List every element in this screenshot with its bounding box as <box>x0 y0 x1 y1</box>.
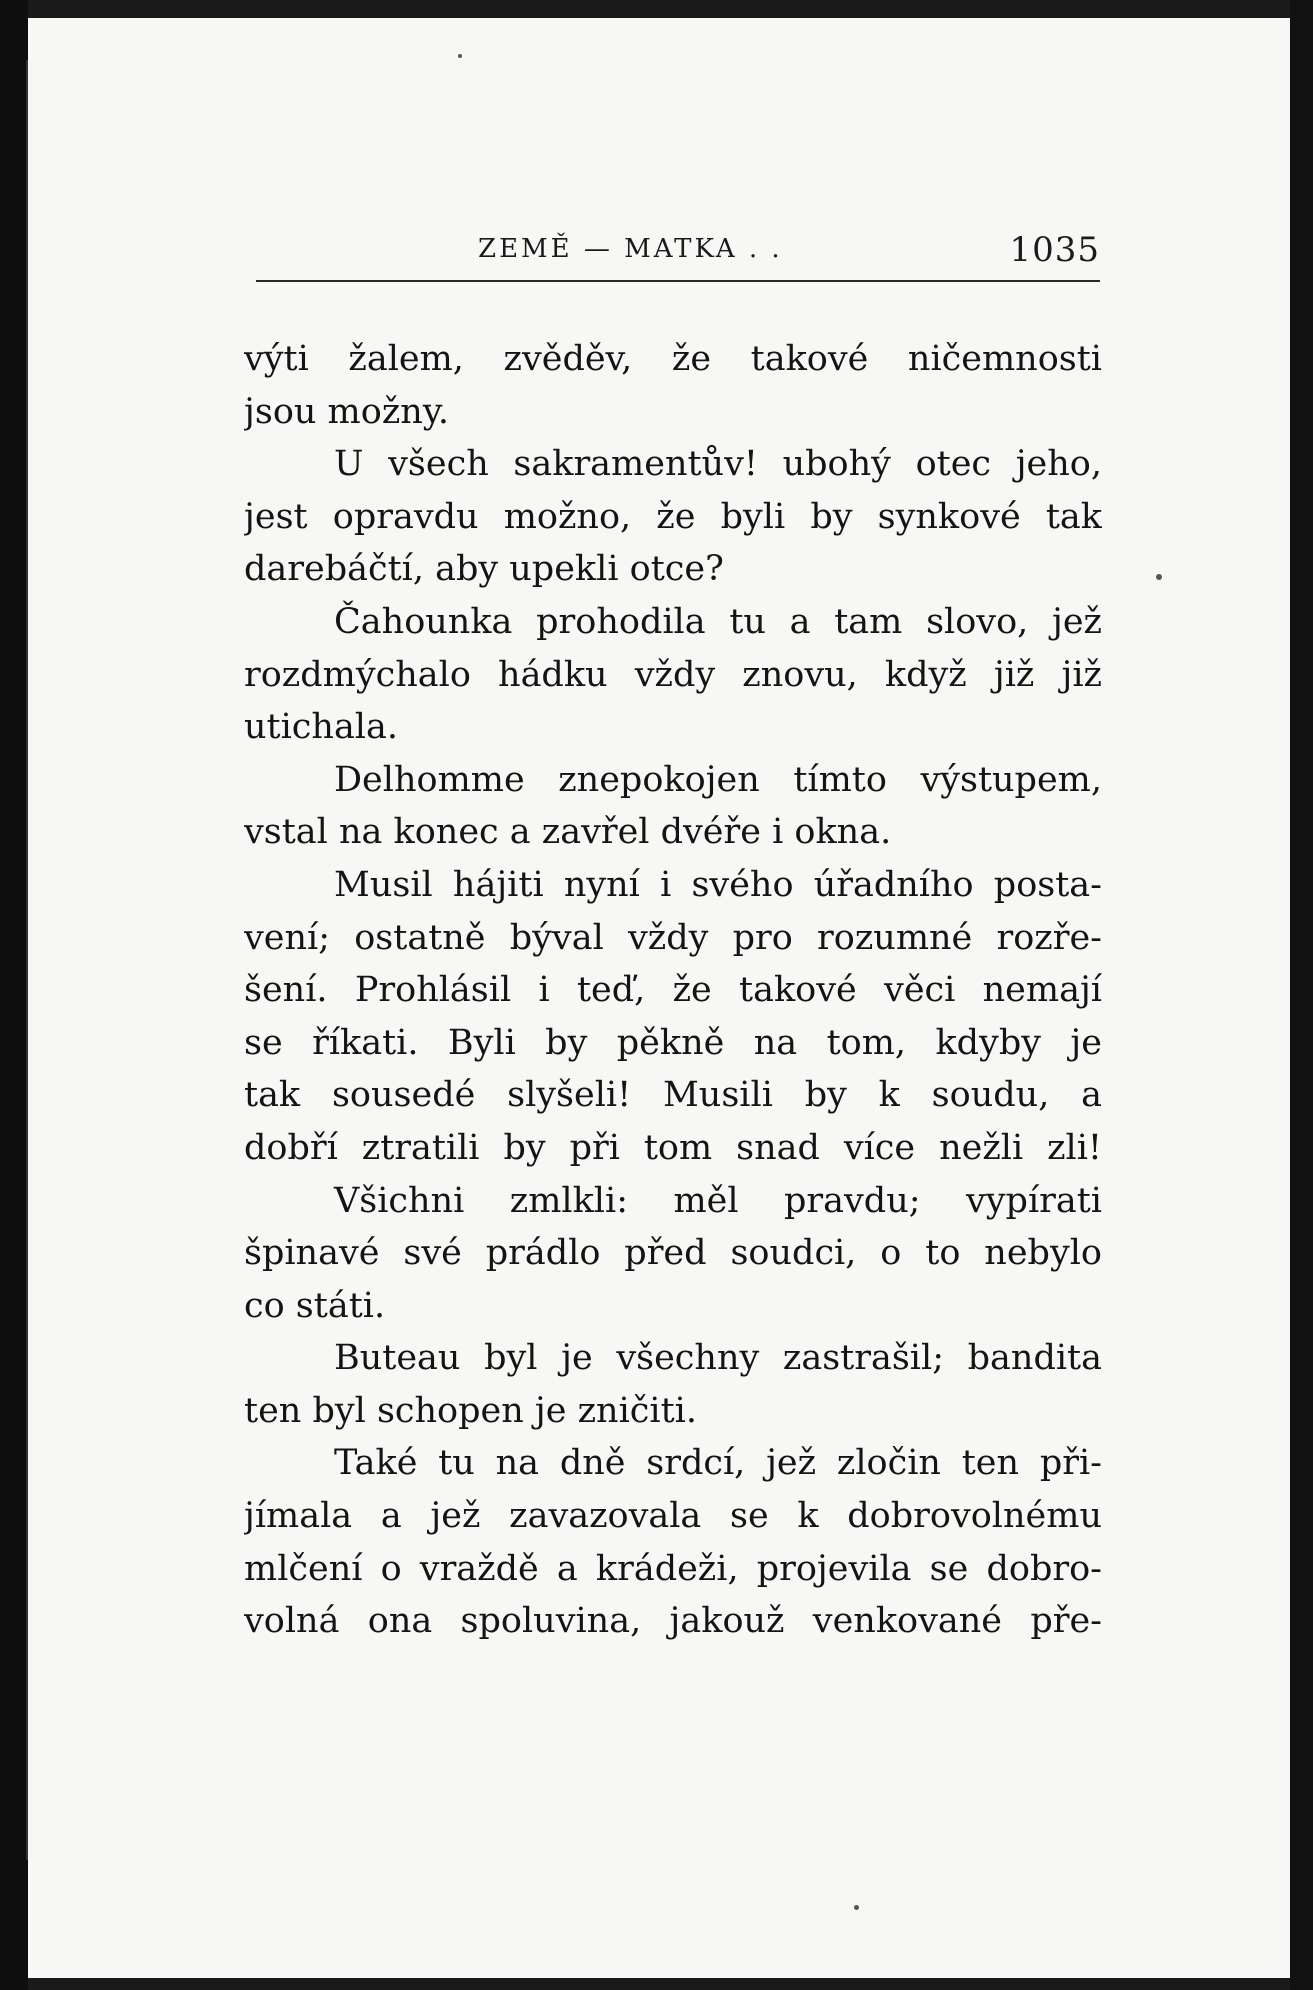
text-line: U všech sakramentův! ubohý otec jeho, <box>334 444 1102 485</box>
text-line: dobří ztratili by při tom snad více nežli zli! <box>244 1127 1102 1168</box>
header-rule <box>256 280 1100 282</box>
text-line: výti žalem, zvěděv, že takové ničemnosti <box>244 339 1102 379</box>
text-line: Všichni zmlkli: měl pravdu; vypírati <box>334 1180 1102 1221</box>
text-line: tak sousedé slyšeli! Musili by k soudu, a <box>244 1075 1102 1116</box>
text-line: jímala a jež zavazovala se k dobrovolnému <box>244 1496 1102 1537</box>
text-line: utichala. <box>244 707 398 748</box>
text-line: vstal na konec a zavřel dvéře i okna. <box>244 812 892 853</box>
text-line: mlčení o vraždě a krádeži, projevila se dobro- <box>244 1548 1102 1589</box>
text-line: darebáčtí, aby upekli otce? <box>244 549 724 590</box>
text-line: se říkati. Byli by pěkně na tom, kdyby je <box>244 1022 1102 1063</box>
scan-speck <box>1156 574 1162 580</box>
scan-speck <box>458 54 462 58</box>
text-line: ten byl schopen je zničiti. <box>244 1390 697 1431</box>
text-line: rozdmýchalo hádku vždy znovu, když již již <box>244 654 1102 695</box>
scan-right-edge <box>1290 0 1313 1990</box>
text-line: volná ona spoluvina, jakouž venkované pře- <box>244 1601 1102 1642</box>
text-line: šení. Prohlásil i teď, že takové věci nemají <box>244 970 1102 1011</box>
text-line: co státi. <box>244 1285 386 1326</box>
running-header <box>246 228 1100 278</box>
text-line: Musil hájiti nyní i svého úřadního posta- <box>334 864 1102 905</box>
text-line: Také tu na dně srdcí, jež zločin ten při- <box>334 1443 1102 1484</box>
text-line: Čahounka prohodila tu a tam slovo, jež <box>334 601 1102 642</box>
text-line: jest opravdu možno, že byli by synkové tak <box>244 496 1102 537</box>
scan-speck <box>854 1905 859 1910</box>
text-line: Delhomme znepokojen tímto výstupem, <box>334 759 1102 800</box>
scan-left-edge <box>0 0 28 1990</box>
text-line: špinavé své prádlo před soudci, o to nebylo <box>244 1233 1102 1274</box>
text-line: jsou možny. <box>244 391 450 432</box>
text-line: vení; ostatně býval vždy pro rozumné rozře- <box>244 917 1102 958</box>
text-line: Buteau byl je všechny zastrašil; bandita <box>334 1338 1102 1379</box>
running-title: ZEMĚ — MATKA . . <box>478 234 783 264</box>
body-text <box>244 333 1102 1648</box>
page-number: 1035 <box>1009 230 1100 270</box>
